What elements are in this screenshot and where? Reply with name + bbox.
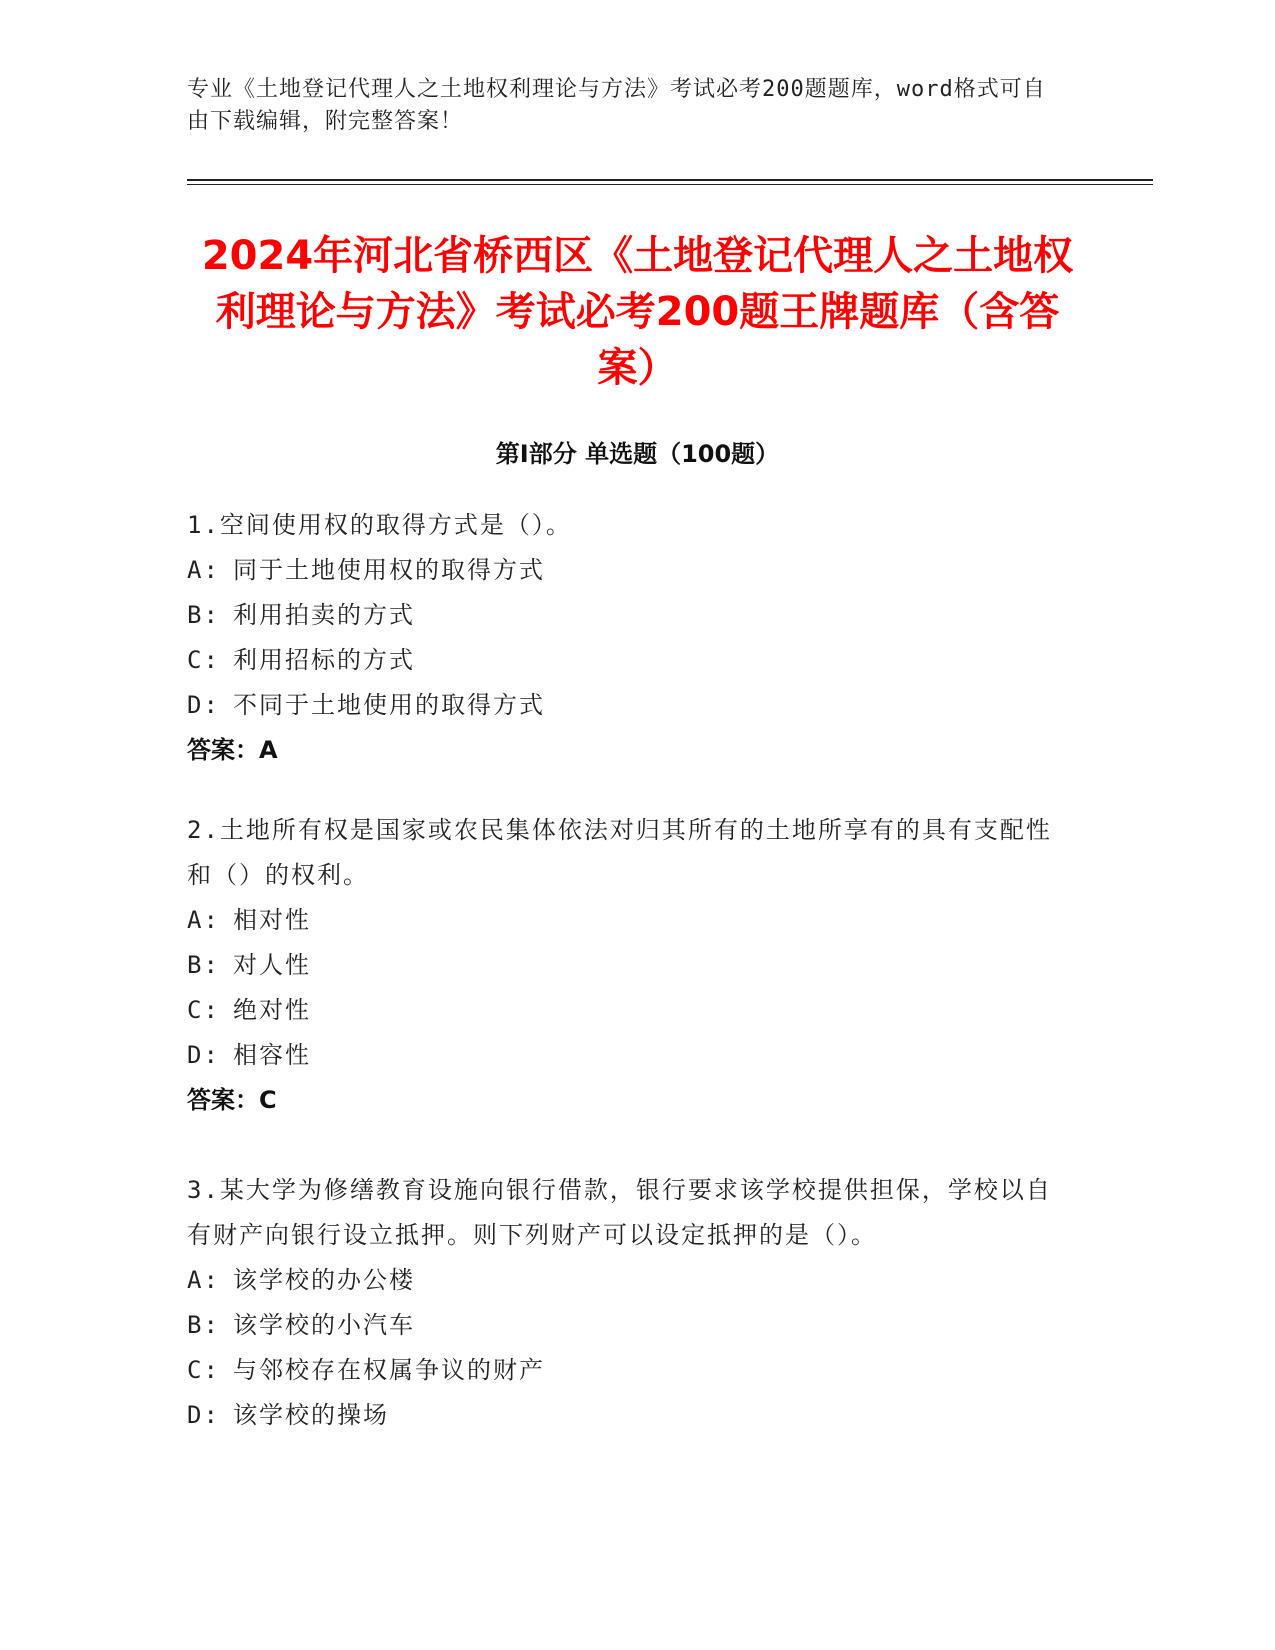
question-text: 2.土地所有权是国家或农民集体依法对归其所有的土地所享有的具有支配性和（）的权利。: [187, 816, 1052, 889]
option-b: [187, 593, 1067, 638]
question-text: 3.某大学为修缮教育设施向银行借款，银行要求该学校提供担保，学校以自有财产向银行设立抵押。则下列财产可以设定抵押的是（）。: [187, 1176, 1052, 1249]
option-c: [187, 1348, 1067, 1393]
option-letter: C:: [187, 646, 220, 674]
option-a: [187, 898, 1067, 943]
option-text: 绝对性: [233, 996, 311, 1024]
option-text: 对人性: [233, 951, 311, 979]
header-divider-thick: [187, 179, 1153, 181]
question-1: [187, 503, 1067, 773]
option-letter: D:: [187, 691, 220, 719]
option-letter: B:: [187, 1311, 220, 1339]
header-divider-thin: [187, 184, 1153, 185]
document-title: 2024年河北省桥西区《土地登记代理人之土地权利理论与方法》考试必考200题王牌题库（含答案）: [201, 233, 1074, 391]
option-d: [187, 683, 1067, 728]
option-letter: B:: [187, 601, 220, 629]
option-text: 利用招标的方式: [233, 646, 415, 674]
option-letter: A:: [187, 906, 220, 934]
option-text: 利用拍卖的方式: [233, 601, 415, 629]
option-d: [187, 1033, 1067, 1078]
header-note: 专业《土地登记代理人之土地权利理论与方法》考试必考200题题库，word格式可自由下载编辑，附完整答案！: [187, 77, 1046, 134]
question-2: [187, 808, 1067, 1123]
option-letter: A:: [187, 1266, 220, 1294]
option-c: [187, 988, 1067, 1033]
section-heading: 第I部分 单选题（100题）: [495, 440, 780, 468]
option-letter: D:: [187, 1401, 220, 1429]
option-text: 同于土地使用权的取得方式: [233, 556, 545, 584]
option-c: [187, 638, 1067, 683]
answer-line: 答案：A: [187, 736, 278, 764]
option-b: [187, 1303, 1067, 1348]
option-text: 相对性: [233, 906, 311, 934]
option-letter: D:: [187, 1041, 220, 1069]
option-text: 该学校的小汽车: [233, 1311, 415, 1339]
option-a: [187, 1258, 1067, 1303]
option-text: 相容性: [233, 1041, 311, 1069]
question-3: [187, 1168, 1067, 1438]
answer-line: 答案：C: [187, 1086, 277, 1114]
option-text: 该学校的办公楼: [233, 1266, 415, 1294]
option-d: [187, 1393, 1067, 1438]
option-b: [187, 943, 1067, 988]
option-letter: B:: [187, 951, 220, 979]
option-a: [187, 548, 1067, 593]
question-text: 1.空间使用权的取得方式是（）。: [187, 511, 572, 539]
option-text: 不同于土地使用的取得方式: [233, 691, 545, 719]
option-letter: C:: [187, 1356, 220, 1384]
option-text: 与邻校存在权属争议的财产: [233, 1356, 545, 1384]
option-letter: C:: [187, 996, 220, 1024]
option-text: 该学校的操场: [233, 1401, 389, 1429]
option-letter: A:: [187, 556, 220, 584]
